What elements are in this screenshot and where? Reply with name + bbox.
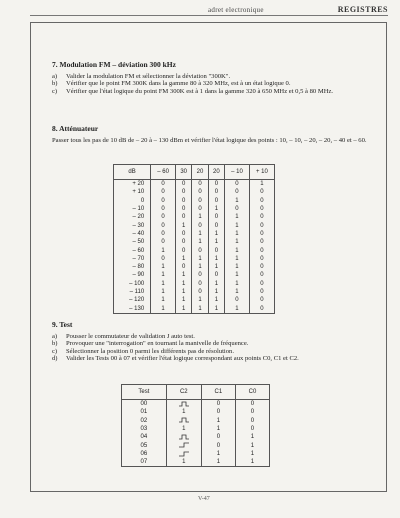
test-row [122,433,270,441]
test-row [122,417,270,425]
table-cell: 0 [208,213,224,221]
table-cell: 1 [192,296,208,304]
table-cell: 1 [208,238,224,246]
column-header: 30 [175,165,191,180]
column-header: 20 [192,165,208,180]
step-item [52,340,367,347]
attenuator-row [114,288,275,296]
table-cell: 0 [192,180,208,189]
table-cell: 1 [225,213,250,221]
table-cell: 0 [151,221,176,229]
table-cell: 0 [235,400,269,409]
table-cell: 1 [175,255,191,263]
column-header: – 60 [151,165,176,180]
table-cell: 0 [201,441,235,449]
table-cell: 1 [175,304,191,313]
table-cell: 1 [175,271,191,279]
table-cell: 0 [249,263,274,271]
header-rule [30,15,388,16]
page-number: V-47 [198,496,210,502]
table-cell: 1 [192,238,208,246]
attenuator-row [114,197,275,205]
attenuator-row [114,213,275,221]
attenuator-table-header [114,165,275,180]
pulse-waveform-icon [166,433,201,441]
table-cell: 0 [175,213,191,221]
table-cell: 0 [192,246,208,254]
column-header: – 10 [225,165,250,180]
step-item [52,355,367,362]
table-cell: 00 [122,400,167,409]
table-cell: 02 [122,417,167,425]
step-item [52,80,367,87]
table-cell: 0 [175,205,191,213]
table-cell: 0 [192,221,208,229]
table-cell: 0 [192,288,208,296]
table-cell: 1 [208,288,224,296]
table-cell: 1 [208,205,224,213]
table-cell: 1 [166,458,201,467]
table-cell: 07 [122,458,167,467]
attenuator-row [114,263,275,271]
table-cell: 1 [192,263,208,271]
section-8-intro: Passer tous les pas de 10 dB de – 20 à – 130 dBm et vérifier l'état logique des points : 10, – 10, – 20, – 20, – 40 et – 60. [52,137,367,144]
step-item [52,348,367,355]
table-cell: 0 [249,230,274,238]
test-row [122,441,270,449]
table-cell: 0 [208,188,224,196]
table-cell: 1 [175,288,191,296]
table-cell: 0 [151,230,176,238]
table-cell: 1 [225,280,250,288]
step-marker: c) [52,347,58,355]
table-cell: 0 [175,238,191,246]
table-cell: + 20 [114,180,151,189]
pulse-waveform-icon [166,400,201,409]
table-cell: 0 [151,238,176,246]
attenuator-row [114,238,275,246]
table-cell: 1 [208,263,224,271]
attenuator-row [114,230,275,238]
table-cell: 0 [249,197,274,205]
table-cell: 1 [166,425,201,433]
section-9-title: 9. Test [52,320,73,329]
table-cell: 06 [122,450,167,458]
table-cell: – 60 [114,246,151,254]
table-cell: 1 [151,263,176,271]
table-cell: – 50 [114,238,151,246]
table-cell: 0 [175,246,191,254]
attenuator-row [114,255,275,263]
table-cell: 0 [249,188,274,196]
table-cell: 0 [201,408,235,416]
table-cell: 0 [192,188,208,196]
table-cell: 0 [175,263,191,271]
table-cell: 1 [225,197,250,205]
table-cell: 0 [249,255,274,263]
test-table-header [122,385,270,400]
step-marker: a) [52,73,58,80]
table-cell: 1 [225,246,250,254]
test-row [122,425,270,433]
table-cell: 1 [225,230,250,238]
table-cell: 1 [225,271,250,279]
column-header: + 10 [249,165,274,180]
table-cell: 0 [208,197,224,205]
table-cell: 1 [192,304,208,313]
test-row [122,400,270,409]
step-text: Pousser le commutateur de validation J auto test. [66,333,195,340]
step-text: Sélectionner la position 0 parmi les différents pas de résolution. [66,347,234,355]
table-cell: 0 [235,425,269,433]
column-header: C1 [201,385,235,400]
table-cell: 0 [175,188,191,196]
attenuator-row [114,271,275,279]
table-cell: 1 [201,425,235,433]
table-cell: 1 [225,221,250,229]
table-cell: 1 [201,417,235,425]
attenuator-row [114,205,275,213]
table-cell: 0 [208,246,224,254]
table-cell: 1 [151,296,176,304]
step-text: Valider la modulation FM et sélectionner la déviation "300K". [66,73,231,80]
table-cell: 0 [175,180,191,189]
section-9-steps [52,333,367,363]
table-cell: 1 [208,230,224,238]
table-cell: 0 [175,230,191,238]
attenuator-row [114,304,275,313]
attenuator-row [114,296,275,304]
table-cell: 0 [208,221,224,229]
attenuator-row [114,246,275,254]
step-item [52,73,367,80]
table-cell: 0 [151,188,176,196]
table-cell: 0 [249,271,274,279]
table-cell: 0 [249,213,274,221]
table-cell: 1 [249,180,274,189]
step-waveform-icon [166,441,201,449]
table-cell: 0 [235,417,269,425]
table-cell: 0 [201,400,235,409]
table-cell: 0 [151,213,176,221]
table-cell: 0 [114,197,151,205]
step-waveform-icon [166,450,201,458]
table-cell: 0 [151,197,176,205]
step-marker: c) [52,87,58,95]
step-marker: d) [52,355,58,363]
table-cell: 0 [225,205,250,213]
column-header: dB [114,165,151,180]
attenuator-row [114,221,275,229]
table-cell: 0 [225,188,250,196]
table-cell: – 70 [114,255,151,263]
table-cell: – 10 [114,205,151,213]
table-cell: 1 [151,246,176,254]
column-header: 20 [208,165,224,180]
table-cell: 0 [249,246,274,254]
step-marker: b) [52,80,58,88]
table-cell: 1 [192,230,208,238]
table-cell: 1 [151,304,176,313]
table-cell: – 90 [114,271,151,279]
table-cell: 0 [175,197,191,205]
step-text: Provoquer une "interrogation" en tournant la manivelle de fréquence. [66,340,249,348]
table-cell: 1 [208,304,224,313]
table-cell: 0 [249,205,274,213]
step-text: Vérifier que le point FM 300K dans la gamme 80 à 320 MHz, est à un état logique 0. [66,80,291,88]
table-cell: 1 [235,458,269,467]
table-cell: 1 [235,433,269,441]
table-cell: – 20 [114,213,151,221]
column-header: C0 [235,385,269,400]
section-7-steps [52,73,367,95]
table-cell: 1 [151,271,176,279]
table-cell: – 130 [114,304,151,313]
table-cell: 0 [201,433,235,441]
attenuator-row [114,180,275,189]
table-cell: – 40 [114,230,151,238]
table-cell: 1 [201,450,235,458]
table-cell: 1 [151,280,176,288]
table-cell: 03 [122,425,167,433]
step-text: Vérifier que l'état logique du point FM 300K est à 1 dans la gamme 320 à 650 MHz et 0,5 à 80 MHz. [66,87,334,95]
step-text: Valider les Tests 00 à 07 et vérifier l'état logique correspondant aux points C0, C1 et C2. [66,355,299,363]
table-cell: 1 [175,296,191,304]
table-cell: 1 [175,280,191,288]
table-cell: 1 [166,408,201,416]
table-cell: 1 [235,441,269,449]
table-cell: + 10 [114,188,151,196]
table-cell: 1 [192,255,208,263]
table-cell: 0 [249,238,274,246]
table-cell: 0 [192,205,208,213]
table-cell: – 110 [114,288,151,296]
test-row [122,458,270,467]
step-item [52,88,367,95]
step-marker: a) [52,333,58,340]
table-cell: 05 [122,441,167,449]
table-cell: 1 [225,288,250,296]
table-cell: 0 [151,205,176,213]
test-row [122,408,270,416]
header-title: REGISTRES [337,5,388,14]
table-cell: – 100 [114,280,151,288]
column-header: C2 [166,385,201,400]
table-cell: 1 [235,450,269,458]
table-cell: 1 [151,288,176,296]
step-item [52,333,367,340]
step-marker: b) [52,340,58,348]
section-8-title: 8. Atténuateur [52,124,99,133]
table-cell: 0 [192,271,208,279]
table-cell: 1 [225,238,250,246]
table-cell: 0 [151,180,176,189]
table-cell: – 30 [114,221,151,229]
table-cell: 0 [249,221,274,229]
table-cell: 0 [192,197,208,205]
table-cell: 1 [208,280,224,288]
table-cell: 1 [175,221,191,229]
table-cell: 0 [208,271,224,279]
table-cell: 1 [208,255,224,263]
table-cell: – 80 [114,263,151,271]
table-cell: 1 [201,458,235,467]
attenuator-row [114,280,275,288]
table-cell: 0 [249,296,274,304]
table-cell: 0 [235,408,269,416]
attenuator-row [114,188,275,196]
table-cell: 1 [192,213,208,221]
table-cell: 0 [151,255,176,263]
table-cell: 01 [122,408,167,416]
table-cell: 0 [225,296,250,304]
table-cell: 0 [208,180,224,189]
attenuator-table [113,164,275,314]
table-cell: 1 [208,296,224,304]
table-cell: 0 [249,280,274,288]
table-cell: 0 [249,288,274,296]
pulse-waveform-icon [166,417,201,425]
test-row [122,450,270,458]
table-cell: 0 [225,180,250,189]
table-cell: 0 [249,304,274,313]
test-table [121,384,270,467]
header-brand: adret electronique [208,6,264,14]
table-cell: 1 [225,263,250,271]
table-cell: 0 [192,280,208,288]
section-7-title: 7. Modulation FM – déviation 300 kHz [52,60,176,69]
table-cell: 1 [225,255,250,263]
table-cell: 1 [225,304,250,313]
column-header: Test [122,385,167,400]
table-cell: 04 [122,433,167,441]
table-cell: – 120 [114,296,151,304]
